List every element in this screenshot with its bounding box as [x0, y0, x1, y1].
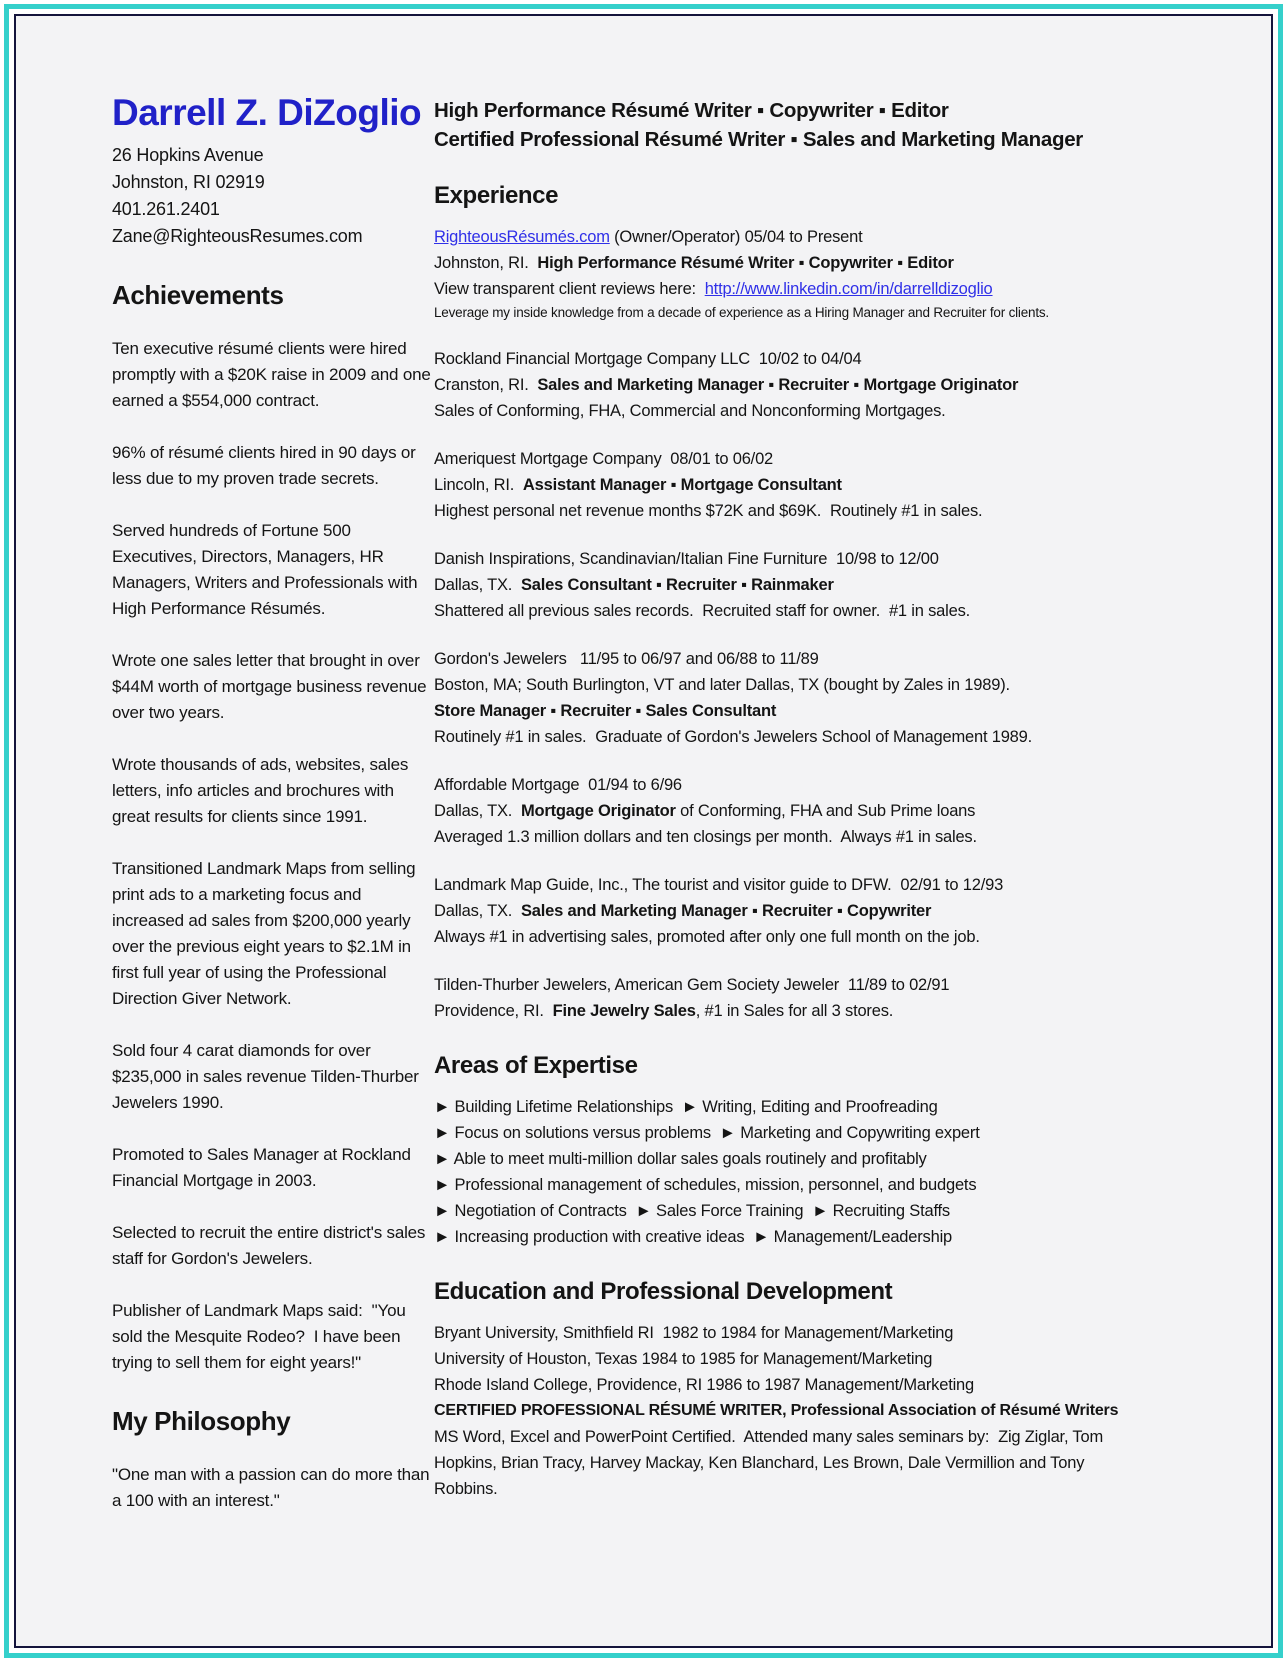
job-location: Boston, MA; South Burlington, VT and later Dallas, TX (bought by Zales in 1989).: [434, 676, 1010, 694]
job-entry: [434, 646, 1128, 750]
job-location: Dallas, TX.: [434, 902, 521, 920]
experience-heading: Experience: [434, 182, 559, 209]
achievement-item: Ten executive résumé clients were hired promptly with a $20K raise in 2009 and one earned a $554,000 contract.: [112, 339, 436, 410]
job-location: Dallas, TX.: [434, 802, 521, 820]
job-location: Cranston, RI.: [434, 376, 538, 394]
resume-content: [16, 16, 1271, 1646]
reviews-label: View transparent client reviews here:: [434, 280, 705, 298]
achievement-item: Wrote one sales letter that brought in over $44M worth of mortgage business revenue over two years.: [112, 651, 431, 722]
job-entry: [434, 346, 1128, 424]
achievement-item: Served hundreds of Fortune 500 Executives, Directors, Managers, HR Managers, Writers and Professionals with High Performance Résumés.: [112, 521, 422, 618]
job-entry: [434, 446, 1128, 524]
job-title: Mortgage Originator: [520, 802, 676, 820]
expertise-item: ► Able to meet multi-million dollar sales goals routinely and profitably: [434, 1150, 927, 1168]
education-item: University of Houston, Texas 1984 to 1985 for Management/Marketing: [434, 1350, 933, 1368]
job-entry: [434, 546, 1128, 624]
job-title: Store Manager ▪ Recruiter ▪ Sales Consultant: [434, 702, 777, 720]
job-company: Danish Inspirations, Scandinavian/Italian Fine Furniture 10/98 to 12/00: [434, 550, 939, 568]
job-company: Tilden-Thurber Jewelers, American Gem Society Jeweler 11/89 to 02/91: [434, 976, 950, 994]
job-company: Ameriquest Mortgage Company 08/01 to 06/02: [434, 450, 774, 468]
job-dates: (Owner/Operator) 05/04 to Present: [609, 228, 863, 246]
expertise-item: ► Building Lifetime Relationships ► Writing, Editing and Proofreading: [434, 1098, 938, 1116]
website-link[interactable]: RighteousRésumés.com: [434, 228, 610, 246]
achievement-item: Transitioned Landmark Maps from selling print ads to a marketing focus and increased ad sales from $200,000 yearly over the previous eight years to $2.1M in first full year of using the Professional Direction Giver Network.: [112, 859, 420, 1008]
candidate-name: Darrell Z. DiZoglio: [112, 92, 422, 133]
job-entry: [434, 772, 1128, 850]
job-description: Sales of Conforming, FHA, Commercial and Nonconforming Mortgages.: [434, 402, 946, 420]
job-title-suffix: of Conforming, FHA and Sub Prime loans: [675, 802, 976, 820]
phone-number: 401.261.2401: [112, 199, 220, 219]
job-location: Lincoln, RI.: [434, 476, 523, 494]
job-description: Shattered all previous sales records. Recruited staff for owner. #1 in sales.: [434, 602, 971, 620]
right-column: [434, 96, 1128, 1502]
job-title: Sales and Marketing Manager ▪ Recruiter ▪ Copywriter: [520, 902, 932, 920]
education-heading: Education and Professional Development: [434, 1278, 893, 1305]
job-company: Landmark Map Guide, Inc., The tourist and visitor guide to DFW. 02/91 to 12/93: [434, 876, 1004, 894]
achievement-item: Wrote thousands of ads, websites, sales letters, info articles and brochures with great results for clients since 1991.: [112, 755, 413, 826]
achievement-item: Promoted to Sales Manager at Rockland Financial Mortgage in 2003.: [112, 1145, 416, 1190]
headline-line-2: Certified Professional Résumé Writer ▪ Sales and Marketing Manager: [434, 128, 1083, 151]
philosophy-heading: My Philosophy: [112, 1406, 291, 1436]
job-description: Averaged 1.3 million dollars and ten closings per month. Always #1 in sales.: [434, 828, 977, 846]
expertise-item: ► Increasing production with creative ideas ► Management/Leadership: [434, 1228, 953, 1246]
job-location: Johnston, RI.: [434, 254, 538, 272]
address-line-1: 26 Hopkins Avenue: [112, 145, 264, 165]
job-location: Dallas, TX.: [434, 576, 521, 594]
achievement-item: 96% of résumé clients hired in 90 days or less due to my proven trade secrets.: [112, 443, 421, 488]
job-title: Fine Jewelry Sales: [552, 1002, 696, 1020]
job-company: Gordon's Jewelers 11/95 to 06/97 and 06/88 to 11/89: [434, 650, 819, 668]
linkedin-link[interactable]: http://www.linkedin.com/in/darrelldizoglio: [704, 280, 993, 298]
job-company: Rockland Financial Mortgage Company LLC 10/02 to 04/04: [434, 350, 862, 368]
left-column: [112, 92, 434, 1540]
address-line-2: Johnston, RI 02919: [112, 172, 265, 192]
job-note: Leverage my inside knowledge from a decade of experience as a Hiring Manager and Recruiter for clients.: [434, 305, 1049, 320]
job-entry: [434, 972, 1128, 1024]
job-title: Sales and Marketing Manager ▪ Recruiter ▪ Mortgage Originator: [537, 376, 1019, 394]
job-title-suffix: , #1 in Sales for all 3 stores.: [695, 1002, 894, 1020]
job-title: Sales Consultant ▪ Recruiter ▪ Rainmaker: [520, 576, 834, 594]
achievement-item: Selected to recruit the entire district's sales staff for Gordon's Jewelers.: [112, 1223, 430, 1268]
job-entry: [434, 224, 1128, 324]
outer-teal-border: [4, 4, 1283, 1658]
achievement-item: Sold four 4 carat diamonds for over $235,000 in sales revenue Tilden-Thurber Jewelers 1990.: [112, 1041, 424, 1112]
expertise-heading: Areas of Expertise: [434, 1052, 638, 1079]
achievement-item: Publisher of Landmark Maps said: "You sold the Mesquite Rodeo? I have been trying to sell them for eight years!": [112, 1301, 411, 1372]
job-title: High Performance Résumé Writer ▪ Copywriter ▪ Editor: [537, 254, 954, 272]
inner-navy-border: [14, 14, 1273, 1648]
education-final-line: MS Word, Excel and PowerPoint Certified. Attended many sales seminars by: Zig Ziglar, Tom Hopkins, Brian Tracy, Harvey Mackay, Ken Blanchard, Les Brown, Dale Vermillion and Tony Robbins.: [434, 1428, 1108, 1498]
expertise-item: ► Professional management of schedules, mission, personnel, and budgets: [434, 1176, 977, 1194]
job-title: Assistant Manager ▪ Mortgage Consultant: [522, 476, 842, 494]
education-item: Bryant University, Smithfield RI 1982 to 1984 for Management/Marketing: [434, 1324, 954, 1342]
philosophy-text: "One man with a passion can do more than a 100 with an interest.": [112, 1465, 434, 1510]
job-company: Affordable Mortgage 01/94 to 6/96: [434, 776, 682, 794]
job-description: Always #1 in advertising sales, promoted after only one full month on the job.: [434, 928, 980, 946]
achievements-heading: Achievements: [112, 280, 284, 310]
email-address: Zane@RighteousResumes.com: [112, 226, 363, 246]
expertise-item: ► Focus on solutions versus problems ► Marketing and Copywriting expert: [434, 1124, 980, 1142]
job-entry: [434, 872, 1128, 950]
job-location: Providence, RI.: [434, 1002, 553, 1020]
education-item: Rhode Island College, Providence, RI 1986 to 1987 Management/Marketing: [434, 1376, 975, 1394]
expertise-item: ► Negotiation of Contracts ► Sales Force Training ► Recruiting Staffs: [434, 1202, 950, 1220]
headline-line-1: High Performance Résumé Writer ▪ Copywriter ▪ Editor: [434, 99, 949, 122]
certification-line: CERTIFIED PROFESSIONAL RÉSUMÉ WRITER, Professional Association of Résumé Writers: [434, 1402, 1119, 1419]
job-description: Routinely #1 in sales. Graduate of Gordon's Jewelers School of Management 1989.: [434, 728, 1033, 746]
job-description: Highest personal net revenue months $72K and $69K. Routinely #1 in sales.: [434, 502, 983, 520]
